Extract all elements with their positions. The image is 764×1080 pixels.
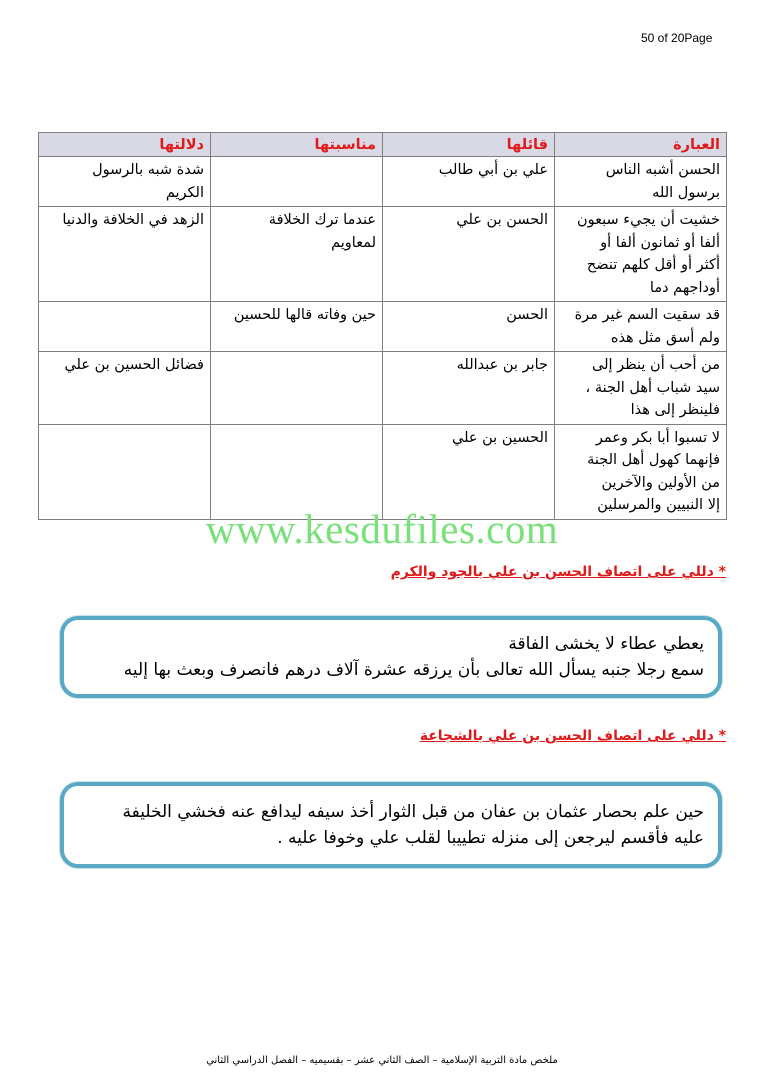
- header-speaker: قائلها: [383, 133, 555, 157]
- cell-line: شدة شبه بالرسول: [92, 162, 204, 178]
- answer-line: حين علم بحصار عثمان بن عفان من قبل الثوار أخذ سيفه ليدافع عنه فخشي الخليفة: [122, 802, 704, 822]
- meaning-cell: الزهد في الخلافة والدنيا: [39, 207, 211, 302]
- cell-line: ألفا أو ثمانون ألفا أو: [600, 234, 720, 251]
- statement-cell: [555, 302, 727, 352]
- header-occasion: مناسبتها: [211, 133, 383, 157]
- section2-heading-text: دللي على اتصاف الحسن بن علي بالشجاعة: [419, 728, 714, 744]
- cell-line: أوداجهم دما: [649, 279, 720, 296]
- section1-heading-text: دللي على اتصاف الحسن بن علي بالجود والكرم: [390, 564, 714, 580]
- courage-answer-box: [60, 782, 722, 868]
- bullet-marker: *: [718, 728, 726, 744]
- cell-line: من الأولين والآخرين: [601, 474, 720, 491]
- cell-line: لمعاويم: [331, 234, 376, 251]
- cell-line: من أحب أن ينظر إلى: [592, 357, 720, 373]
- section1-heading: [391, 564, 726, 580]
- cell-line: الحسن أشبه الناس: [605, 162, 720, 178]
- cell-line: عندما ترك الخلافة: [268, 212, 376, 228]
- speaker-cell: الحسن: [383, 302, 555, 352]
- statement-cell: [555, 352, 727, 425]
- cell-line: سيد شباب أهل الجنة ،: [585, 379, 720, 396]
- table-row: [39, 352, 727, 425]
- speaker-cell: جابر بن عبدالله: [383, 352, 555, 425]
- occasion-cell: [211, 207, 383, 302]
- cell-line: خشيت أن يجيء سبعون: [577, 212, 720, 228]
- cell-line: إلا النبيين والمرسلين: [597, 497, 720, 513]
- speaker-cell: الحسين بن علي: [383, 424, 555, 519]
- summary-table: [38, 132, 727, 520]
- answer-line: يعطي عطاء لا يخشى الفاقة: [508, 634, 704, 654]
- statement-cell: [555, 207, 727, 302]
- occasion-cell: حين وفاته قالها للحسين: [211, 302, 383, 352]
- statement-cell: [555, 157, 727, 207]
- occasion-cell: [211, 157, 383, 207]
- occasion-cell: [211, 352, 383, 425]
- meaning-cell: [39, 302, 211, 352]
- answer-line: عليه فأقسم ليرجعن إلى منزله تطييبا لقلب علي وخوفا عليه .: [277, 828, 704, 848]
- page-number: 50 of 20Page: [641, 31, 713, 45]
- speaker-cell: الحسن بن علي: [383, 207, 555, 302]
- cell-line: فإنهما كهول أهل الجنة: [587, 452, 720, 468]
- meaning-cell: فضائل الحسين بن علي: [39, 352, 211, 425]
- cell-line: الكريم: [165, 184, 204, 201]
- cell-line: قد سقيت السم غير مرة: [574, 307, 720, 323]
- cell-line: برسول الله: [652, 184, 720, 201]
- header-meaning: دلالتها: [39, 133, 211, 157]
- website-watermark: www.kesdufiles.com: [205, 506, 559, 552]
- cell-line: أكثر أو أقل كلهم تنضح: [586, 257, 720, 273]
- meaning-cell: [39, 157, 211, 207]
- page-footer: ملخص مادة التربية الإسلامية – الصف الثاني عشر – بقسيميه – الفصل الدراسي الثاني: [206, 1055, 558, 1066]
- bullet-marker: *: [718, 564, 726, 580]
- table-row: [39, 157, 727, 207]
- header-statement: العبارة: [555, 133, 727, 157]
- section2-heading: [420, 728, 726, 744]
- generosity-answer-box: [60, 616, 722, 698]
- table-row: [39, 302, 727, 352]
- speaker-cell: علي بن أبي طالب: [383, 157, 555, 207]
- table-header-row: [39, 133, 727, 157]
- answer-line: سمع رجلا جنبه يسأل الله تعالى بأن يرزقه عشرة آلاف درهم فانصرف وبعث بها إليه: [123, 660, 704, 680]
- table-row: [39, 207, 727, 302]
- cell-line: لا تسبوا أبا بكر وعمر: [595, 429, 720, 446]
- cell-line: ولم أسق مثل هذه: [610, 329, 720, 346]
- cell-line: فلينظر إلى هذا: [630, 402, 720, 418]
